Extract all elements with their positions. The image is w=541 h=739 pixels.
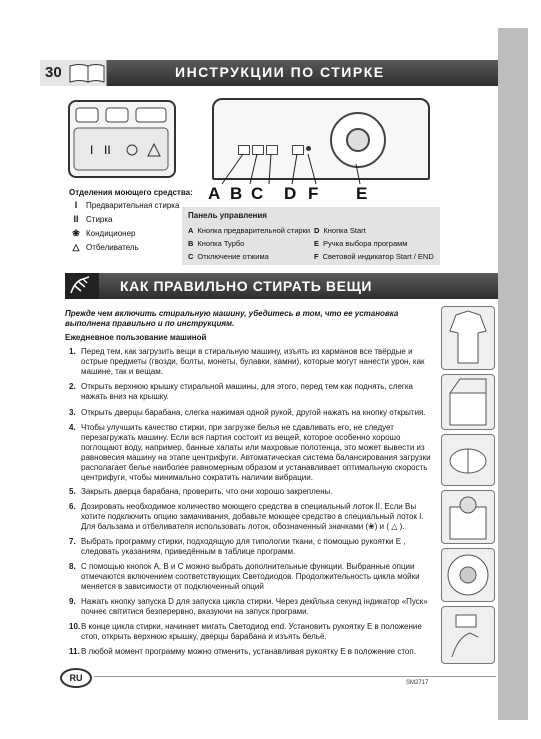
- svg-text:II: II: [104, 143, 111, 157]
- panel-letter-d: D: [284, 184, 297, 203]
- shirt-pockets-illustration: [441, 306, 495, 370]
- list-item: 8. С помощью кнопок A, B и C можно выбрать дополнительные функции. Выбранные опции отмечаются включением соответствующих Светодиодов. Продолжительность цикла мойки меняется в зависимости от подключенный опций: [69, 562, 420, 591]
- list-item: 4. Чтобы улучшить качество стирки, при загрузке белья не сдавливать его, не следует перезагружать машину. Если вся партия состоит из вещей, которое особенно хорошо поглощают воду, например, банные халаты или махровые полотенца, это может вывести из равновесия машину на этапе центрифуги. Автоматическая система балансирования загрузки располагает белье наиболее равномерным образом и устанавливает оптимальную скорость центрифуги, чтобы минимально сократить наличии вибрации.: [69, 423, 431, 482]
- bleach-icon: △: [72, 242, 80, 252]
- list-item: 7. Выбрать программу стирки, подходящую для типологии ткани, с помощью рукоятки E , следовать указаниям, приведённым в таблице программ.: [69, 537, 406, 556]
- wash-label: Стирка: [86, 215, 113, 224]
- section-title: КАК ПРАВИЛЬНО СТИРАТЬ ВЕЩИ: [120, 278, 373, 294]
- subtitle: Ежедневное пользование машиной: [65, 333, 207, 342]
- program-dial-illustration: [441, 548, 495, 602]
- list-item: 6. Дозировать необходимое количество моющего средства в специальный лоток II. Если Вы хотите подключить опцию замачивания, добавьте моющее средство в специальный лоток I. Для бальзама и отбеливателя использовать лоток, обозначенный значками (❀) и ( △ ).: [69, 502, 424, 531]
- detergent-dispenser-drawing: [68, 100, 176, 178]
- page-title: ИНСТРУКЦИИ ПО СТИРКЕ: [175, 64, 385, 80]
- list-item: 1. Перед тем, как загрузить вещи в стиральную машину, изъять из карманов все твёрдые и острые предметы (гвозди, болты, монеты, булавки, камни), которые могут нанести урон, как машине, так и вещам.: [69, 347, 425, 376]
- language-badge: RU: [60, 668, 92, 688]
- page-side-bar: [498, 28, 528, 720]
- lid-open-illustration: [441, 374, 495, 430]
- softener-label: Кондиционер: [86, 229, 136, 238]
- dispenser-legend-title: Отделения моющего средства:: [69, 188, 193, 197]
- loading-laundry-illustration: [441, 490, 495, 544]
- svg-text:I: I: [90, 143, 94, 157]
- panel-letter-f: F: [308, 184, 319, 203]
- panel-pointer-lines: [212, 150, 426, 190]
- legend-item-c: C Отключение отжима: [188, 252, 269, 261]
- control-panel-title: Панель управления: [188, 211, 267, 220]
- legend-item-e: E Ручка выбора программ: [314, 239, 408, 248]
- list-item: 3. Открыть дверцы барабана, слегка нажимая одной рукой, другой нажать на кнопку открытия.: [69, 408, 426, 417]
- softener-icon: ❀: [72, 228, 80, 238]
- page-number: 30: [45, 64, 62, 81]
- intro-text: Прежде чем включить стиральную машину, убедитесь в том, что ее установка выполнена правильно и по инструкциям.: [65, 309, 399, 328]
- bleach-label: Отбеливатель: [86, 243, 139, 252]
- legend-item-b: B Кнопка Турбо: [188, 239, 245, 248]
- list-item: 2. Открыть верхнюю крышку стиральной машины, для этого, перед тем как поднять, слегка нажать вниз на крышку.: [69, 382, 413, 401]
- start-button-illustration: [441, 606, 495, 664]
- panel-letter-c: C: [251, 184, 264, 203]
- hand-icon: [65, 273, 99, 299]
- prewash-label: Предварительная стирка: [86, 201, 180, 210]
- prewash-symbol: I: [74, 200, 78, 210]
- panel-letter-b: B: [230, 184, 243, 203]
- list-item: 10. В конце цикла стирки, начинает мигать Светодиод end. Установить рукоятку E в положение стоп, открыть верхнюю крышку, дверцы барабана и изъять бельё.: [69, 622, 422, 641]
- footer-divider: [94, 676, 496, 677]
- legend-item-d: D Кнопка Start: [314, 226, 366, 235]
- list-item: 5. Закрыть дверца барабана, проверить, что они хорошо закреплены.: [69, 487, 333, 496]
- document-code: SM2717: [406, 680, 429, 686]
- list-item: 9. Нажать кнопку запуска D для запуска цикла стирки. Через декйлька секунд індикатор «Пуск» почнеє світитися безперервно, вказуючи на запуск програми.: [69, 597, 428, 616]
- legend-item-f: F Световой индикатор Start / END: [314, 252, 434, 261]
- wash-symbol: II: [73, 214, 79, 224]
- list-item: 11. В любой момент программу можно отменить, устанавливая рукоятку E в положение стоп.: [69, 647, 416, 656]
- drum-doors-illustration: [441, 434, 495, 486]
- panel-letter-e: E: [356, 184, 368, 203]
- program-dial-knob: [346, 128, 370, 152]
- legend-item-a: A Кнопка предварительной стирки: [188, 226, 311, 235]
- panel-letter-a: A: [208, 184, 221, 203]
